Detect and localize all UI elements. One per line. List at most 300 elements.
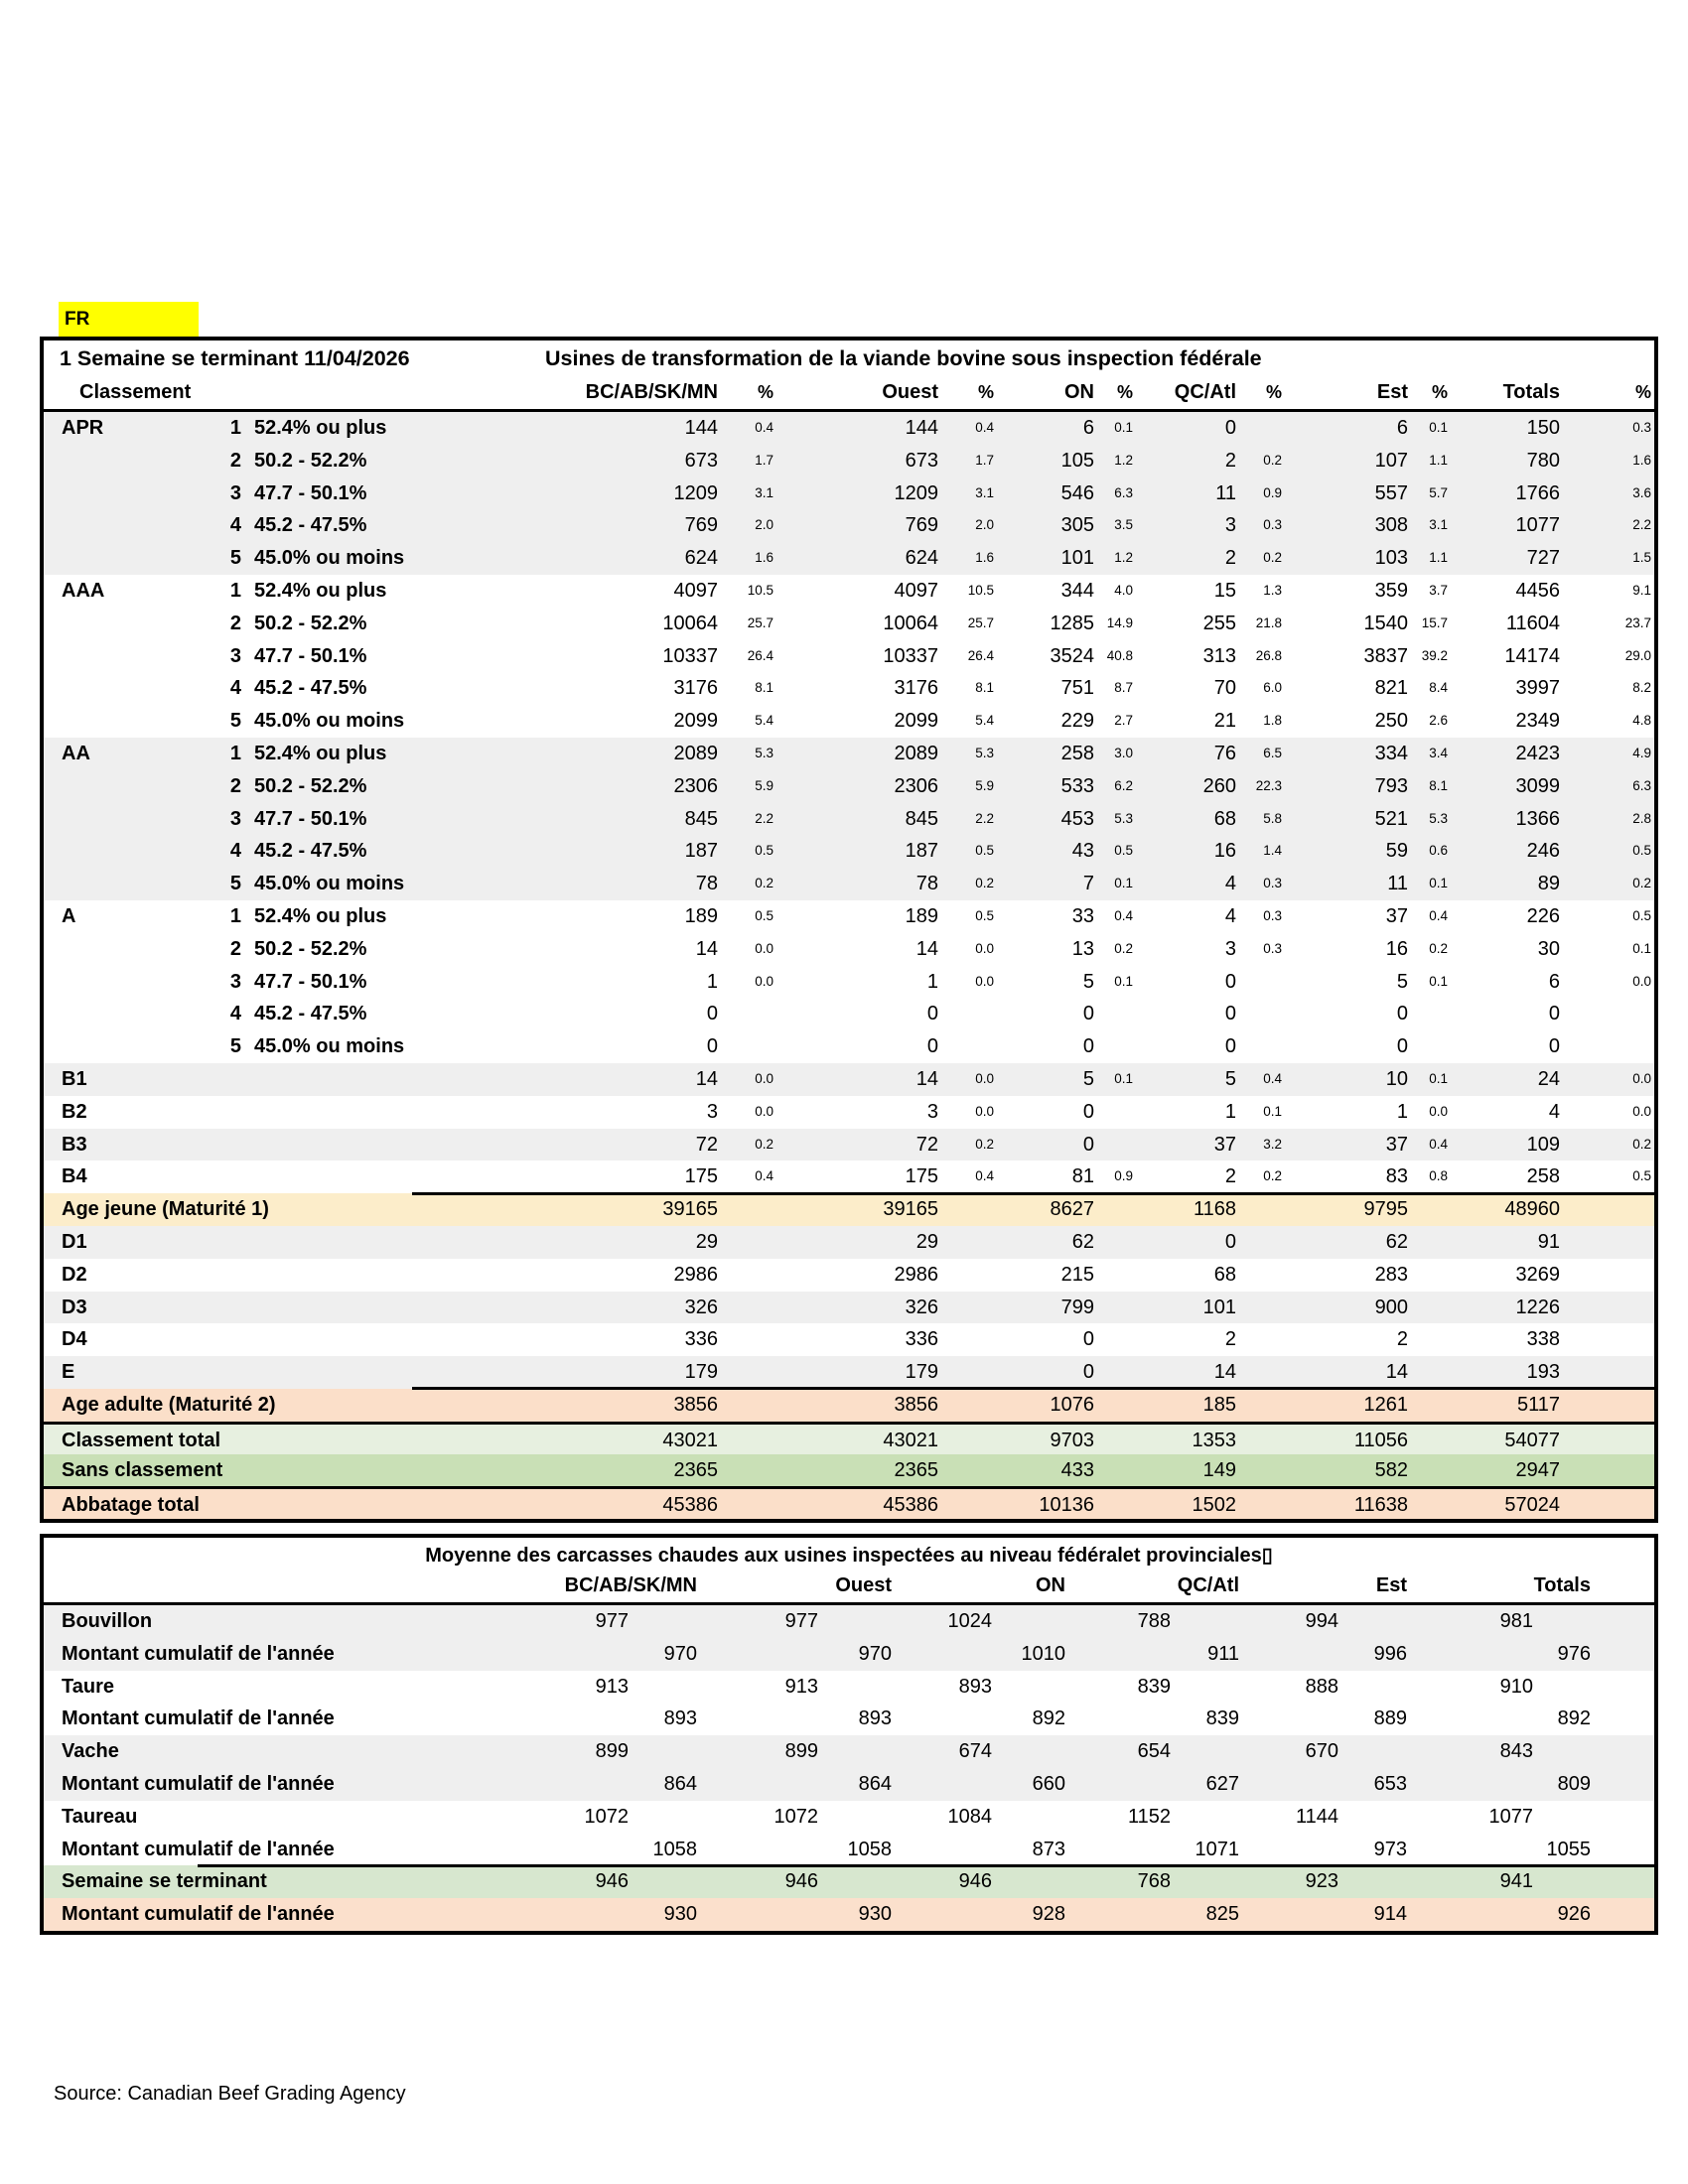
pct-cell: [724, 998, 776, 1030]
value-cell: 825: [1205, 1903, 1239, 1926]
pct-cell: 0.1: [1263, 1103, 1282, 1119]
pct-cell: [1414, 1259, 1451, 1292]
value-cell: 43021: [883, 1429, 938, 1451]
empty-cell: [1171, 1865, 1239, 1898]
value-cell: 83: [1385, 1165, 1408, 1188]
value-cell: 3176: [673, 677, 718, 700]
row-label: Montant cumulatif de l'année: [62, 1707, 335, 1730]
value-cell: 2423: [1515, 742, 1560, 764]
value-cell: 13: [1071, 937, 1094, 960]
grade-row: [44, 738, 1654, 770]
value-cell: 996: [1373, 1642, 1407, 1665]
value-cell: 326: [684, 1296, 718, 1318]
pct-cell: [1242, 1356, 1285, 1389]
value-cell: 48960: [1504, 1198, 1560, 1221]
pct-cell: 0.0: [1632, 973, 1651, 989]
pct-cell: [1414, 1193, 1451, 1226]
value-cell: 2: [1224, 1165, 1236, 1188]
pct-cell: 0.6: [1429, 843, 1448, 859]
value-cell: 326: [905, 1296, 938, 1318]
value-cell: 305: [1060, 514, 1094, 537]
value-cell: 16: [1385, 937, 1408, 960]
value-cell: 673: [684, 449, 718, 472]
yield-class-label: 1 52.4% ou plus: [229, 417, 387, 439]
value-cell: 941: [1499, 1870, 1533, 1893]
weekly-row: [44, 1735, 1654, 1768]
empty-cell: [992, 1735, 1065, 1768]
value-cell: 899: [595, 1740, 629, 1763]
value-cell: 6: [1396, 417, 1408, 439]
pct-cell: 22.3: [1255, 777, 1282, 793]
yield-class-label: 2 50.2 - 52.2%: [229, 774, 367, 797]
pct-cell: [1414, 1489, 1451, 1519]
pct-cell: 0.0: [755, 1070, 774, 1086]
pct-cell: [1100, 1489, 1136, 1519]
empty-cell: [992, 1865, 1065, 1898]
empty-cell: [1407, 1703, 1533, 1735]
empty-cell: [1338, 1865, 1407, 1898]
value-cell: 1077: [1515, 514, 1560, 537]
pct-cell: 0.2: [1263, 1168, 1282, 1184]
pct-cell: [1242, 1489, 1285, 1519]
pct-cell: [944, 1226, 997, 1259]
value-cell: 179: [905, 1361, 938, 1384]
pct-cell: 1.5: [1632, 550, 1651, 566]
value-cell: 1168: [1193, 1198, 1236, 1221]
value-cell: 10064: [883, 612, 938, 634]
empty-cell: [1533, 1605, 1654, 1638]
pct-cell: [1100, 1030, 1136, 1063]
percent-header: %: [1431, 382, 1448, 402]
empty-cell: [992, 1801, 1065, 1834]
value-cell: 889: [1373, 1707, 1407, 1730]
grade-row: [44, 1160, 1654, 1193]
value-cell: 2986: [673, 1263, 718, 1286]
pct-cell: 0.0: [975, 1103, 994, 1119]
pct-cell: [1566, 998, 1654, 1030]
summary-row: [44, 1356, 1654, 1389]
value-cell: 260: [1202, 774, 1236, 797]
pct-cell: 2.8: [1632, 810, 1651, 826]
pct-cell: 21.8: [1255, 614, 1282, 630]
pct-cell: 5.3: [1114, 810, 1133, 826]
value-cell: 1055: [1546, 1838, 1591, 1860]
value-cell: 4456: [1515, 579, 1560, 602]
empty-cell: [1171, 1605, 1239, 1638]
pct-cell: 2.0: [755, 517, 774, 533]
pct-cell: 1.7: [755, 452, 774, 468]
pct-cell: [1566, 1489, 1654, 1519]
table2-title: Moyenne des carcasses chaudes aux usines inspectées au niveau fédéralet provinciales▯: [425, 1545, 1273, 1567]
column-header-region: Ouest: [882, 381, 938, 403]
pct-cell: 8.1: [1429, 777, 1448, 793]
pct-cell: [1566, 1389, 1654, 1422]
row-label: Semaine se terminant: [62, 1870, 267, 1893]
value-cell: 150: [1526, 417, 1560, 439]
column-header-region: BC/AB/SK/MN: [585, 381, 718, 403]
value-cell: 557: [1374, 481, 1408, 504]
value-cell: 4097: [894, 579, 938, 602]
value-cell: 11056: [1353, 1429, 1408, 1451]
value-cell: 29: [915, 1230, 938, 1253]
value-cell: 892: [1557, 1707, 1591, 1730]
value-cell: 14174: [1504, 644, 1560, 667]
empty-cell: [892, 1638, 992, 1671]
empty-cell: [892, 1834, 992, 1866]
table2-header-row: [44, 1571, 1654, 1605]
grade-row: [44, 770, 1654, 803]
value-cell: 751: [1060, 677, 1094, 700]
empty-cell: [461, 1703, 629, 1735]
grade-row: [44, 835, 1654, 868]
value-cell: 911: [1207, 1642, 1239, 1665]
value-cell: 0: [926, 1035, 938, 1058]
pct-cell: 6.2: [1114, 777, 1133, 793]
pct-cell: 0.2: [1114, 940, 1133, 956]
grade-row: [44, 608, 1654, 640]
value-cell: 144: [684, 417, 718, 439]
empty-cell: [1065, 1898, 1171, 1931]
value-cell: 1058: [847, 1838, 892, 1860]
pct-cell: [724, 1323, 776, 1356]
value-cell: 839: [1137, 1675, 1171, 1698]
yield-class-label: [158, 1160, 426, 1193]
value-cell: 5: [1082, 1067, 1094, 1090]
value-cell: 3269: [1515, 1263, 1560, 1286]
pct-cell: 0.5: [1632, 1168, 1651, 1184]
grade-row: [44, 542, 1654, 575]
grade-label: [44, 835, 158, 868]
summary-row: [44, 1292, 1654, 1324]
pct-cell: 25.7: [747, 614, 774, 630]
grade-row: [44, 1096, 1654, 1129]
value-cell: 0: [706, 1035, 718, 1058]
percent-header: %: [1265, 382, 1282, 402]
pct-cell: 0.4: [1263, 1070, 1282, 1086]
pct-cell: 0.5: [975, 907, 994, 923]
value-cell: 914: [1373, 1903, 1407, 1926]
column-header-region: Totals: [1502, 381, 1560, 403]
value-cell: 973: [1373, 1838, 1407, 1860]
empty-cell: [1239, 1703, 1338, 1735]
value-cell: 2365: [673, 1458, 718, 1481]
value-cell: 226: [1526, 904, 1560, 927]
pct-cell: 1.4: [1263, 843, 1282, 859]
yield-class-label: 4 45.2 - 47.5%: [229, 677, 367, 700]
grade-label: [44, 868, 158, 900]
pct-cell: [1242, 1193, 1285, 1226]
pct-cell: 0.4: [975, 1168, 994, 1184]
summary-label: Age adulte (Maturité 2): [62, 1393, 276, 1416]
yield-class-label: 2 50.2 - 52.2%: [229, 612, 367, 634]
pct-cell: [1414, 1454, 1451, 1487]
pct-cell: 0.0: [975, 940, 994, 956]
column-header-region: ON: [1036, 1574, 1065, 1596]
pct-cell: 0.1: [1114, 876, 1133, 891]
value-cell: 1152: [1127, 1805, 1171, 1828]
pct-cell: 0.2: [1263, 550, 1282, 566]
pct-cell: 8.1: [755, 680, 774, 696]
pct-cell: 0.3: [1263, 907, 1282, 923]
pct-cell: [1100, 998, 1136, 1030]
column-header-region: Est: [1375, 1574, 1407, 1596]
empty-cell: [461, 1768, 629, 1801]
grade-row: [44, 672, 1654, 705]
value-cell: 1209: [894, 481, 938, 504]
value-cell: 670: [1305, 1740, 1338, 1763]
pct-cell: [1566, 1292, 1654, 1324]
empty-cell: [629, 1865, 697, 1898]
pct-cell: [1100, 1356, 1136, 1389]
grade-row: [44, 478, 1654, 510]
pct-cell: [1242, 412, 1285, 445]
grade-label: [44, 966, 158, 999]
pct-cell: 26.8: [1255, 647, 1282, 663]
empty-cell: [1407, 1898, 1533, 1931]
column-header-region: QC/Atl: [1177, 1574, 1239, 1596]
pct-cell: [1414, 1425, 1451, 1454]
grade-row: [44, 1129, 1654, 1161]
pct-cell: [944, 1259, 997, 1292]
pct-cell: 0.0: [975, 1070, 994, 1086]
grade-label: [44, 672, 158, 705]
value-cell: 3: [1224, 514, 1236, 537]
pct-cell: [1414, 1292, 1451, 1324]
row-label: Taure: [62, 1675, 114, 1698]
empty-cell: [629, 1735, 697, 1768]
value-cell: 215: [1060, 1263, 1094, 1286]
empty-cell: [892, 1703, 992, 1735]
column-header-region: QC/Atl: [1174, 381, 1236, 403]
value-cell: 187: [684, 840, 718, 863]
pct-cell: 0.5: [1114, 843, 1133, 859]
pct-cell: 25.7: [967, 614, 994, 630]
pct-cell: 0.3: [1632, 420, 1651, 435]
pct-cell: 40.8: [1106, 647, 1133, 663]
pct-cell: [944, 1489, 997, 1519]
row-label: Montant cumulatif de l'année: [62, 1642, 335, 1665]
grade-row: [44, 1030, 1654, 1063]
pct-cell: 1.1: [1429, 550, 1448, 566]
value-cell: 793: [1374, 774, 1408, 797]
source-note: Source: Canadian Beef Grading Agency: [54, 2083, 406, 2105]
value-cell: 845: [905, 807, 938, 830]
pct-cell: 6.0: [1263, 680, 1282, 696]
value-cell: 76: [1213, 742, 1236, 764]
value-cell: 582: [1374, 1458, 1408, 1481]
pct-cell: [724, 1489, 776, 1519]
grade-label: [44, 705, 158, 738]
summary-row: [44, 1259, 1654, 1292]
empty-cell: [818, 1865, 892, 1898]
value-cell: 2365: [894, 1458, 938, 1481]
pct-cell: 6.3: [1114, 484, 1133, 500]
pct-cell: [1100, 1096, 1136, 1129]
empty-cell: [992, 1671, 1065, 1704]
value-cell: 1: [1396, 1100, 1408, 1123]
value-cell: 9703: [1050, 1429, 1094, 1451]
pct-cell: 0.2: [975, 876, 994, 891]
value-cell: 29: [695, 1230, 718, 1253]
value-cell: 149: [1202, 1458, 1236, 1481]
empty-cell: [697, 1638, 818, 1671]
grade-label: [44, 998, 158, 1030]
pct-cell: [724, 1292, 776, 1324]
pct-cell: [1566, 1259, 1654, 1292]
value-cell: 14: [915, 1067, 938, 1090]
value-cell: 2986: [894, 1263, 938, 1286]
value-cell: 5117: [1516, 1393, 1560, 1416]
value-cell: 0: [1082, 1328, 1094, 1351]
row-label: Bouvillon: [62, 1610, 153, 1632]
column-header-classement: Classement: [79, 381, 192, 403]
value-cell: 0: [1396, 1003, 1408, 1025]
empty-cell: [1239, 1898, 1338, 1931]
value-cell: 1084: [947, 1805, 992, 1828]
empty-cell: [1171, 1735, 1239, 1768]
summary-row: [44, 1486, 1654, 1519]
value-cell: 946: [958, 1870, 992, 1893]
value-cell: 68: [1213, 807, 1236, 830]
column-header-region: Est: [1376, 381, 1408, 403]
pct-cell: 1.6: [1632, 452, 1651, 468]
value-cell: 334: [1374, 742, 1408, 764]
value-cell: 4097: [673, 579, 718, 602]
value-cell: 9795: [1363, 1198, 1408, 1221]
empty-cell: [1533, 1671, 1654, 1704]
pct-cell: 0.3: [1263, 876, 1282, 891]
pct-cell: 26.4: [747, 647, 774, 663]
yield-class-label: 2 50.2 - 52.2%: [229, 937, 367, 960]
pct-cell: 0.5: [1632, 907, 1651, 923]
weekly-row: [44, 1671, 1654, 1704]
value-cell: 627: [1205, 1772, 1239, 1795]
pct-cell: [1566, 1193, 1654, 1226]
value-cell: 338: [1526, 1328, 1560, 1351]
pct-cell: 0.2: [975, 1136, 994, 1152]
summary-label: E: [62, 1361, 75, 1384]
empty-cell: [697, 1834, 818, 1866]
value-cell: 893: [858, 1707, 892, 1730]
value-cell: 193: [1526, 1361, 1560, 1384]
value-cell: 7: [1082, 873, 1094, 895]
percent-header: %: [1116, 382, 1133, 402]
pct-cell: [724, 1259, 776, 1292]
value-cell: 45386: [883, 1494, 938, 1517]
pct-cell: 3.0: [1114, 745, 1133, 760]
value-cell: 54077: [1504, 1429, 1560, 1451]
pct-cell: [944, 1030, 997, 1063]
pct-cell: 26.4: [967, 647, 994, 663]
empty-cell: [818, 1801, 892, 1834]
pct-cell: 0.5: [975, 843, 994, 859]
pct-cell: 0.4: [1429, 1136, 1448, 1152]
pct-cell: 3.1: [755, 484, 774, 500]
carcass-weight-table: [40, 1534, 1658, 1935]
value-cell: 11638: [1353, 1494, 1408, 1517]
value-cell: 3: [1224, 937, 1236, 960]
pct-cell: [1414, 998, 1451, 1030]
table1-title-row: [44, 341, 1654, 376]
pct-cell: 2.2: [1632, 517, 1651, 533]
summary-label: Age jeune (Maturité 1): [62, 1198, 269, 1221]
value-cell: 107: [1374, 449, 1408, 472]
value-cell: 674: [958, 1740, 992, 1763]
empty-cell: [629, 1801, 697, 1834]
yield-class-label: 4 45.2 - 47.5%: [229, 514, 367, 537]
value-cell: 283: [1374, 1263, 1408, 1286]
value-cell: 4: [1548, 1100, 1560, 1123]
pct-cell: 14.9: [1106, 614, 1133, 630]
empty-cell: [1533, 1801, 1654, 1834]
value-cell: 43021: [662, 1429, 718, 1451]
value-cell: 780: [1526, 449, 1560, 472]
empty-cell: [697, 1898, 818, 1931]
pct-cell: 0.1: [1114, 1070, 1133, 1086]
language-tag: FR: [59, 302, 199, 337]
value-cell: 62: [1385, 1230, 1408, 1253]
value-cell: 246: [1526, 840, 1560, 863]
yield-class-label: [158, 1063, 426, 1096]
pct-cell: 2.2: [755, 810, 774, 826]
grade-label: APR: [62, 417, 104, 439]
pct-cell: 39.2: [1421, 647, 1448, 663]
value-cell: 1226: [1515, 1296, 1560, 1318]
value-cell: 1: [926, 970, 938, 993]
pct-cell: [944, 1323, 997, 1356]
value-cell: 928: [1032, 1903, 1065, 1926]
value-cell: 727: [1526, 547, 1560, 570]
pct-cell: 6.3: [1632, 777, 1651, 793]
value-cell: 0: [926, 1003, 938, 1025]
value-cell: 1072: [584, 1805, 629, 1828]
value-cell: 3: [706, 1100, 718, 1123]
value-cell: 994: [1305, 1610, 1338, 1632]
pct-cell: 1.2: [1114, 452, 1133, 468]
value-cell: 913: [784, 1675, 818, 1698]
pct-cell: 8.7: [1114, 680, 1133, 696]
value-cell: 2306: [894, 774, 938, 797]
value-cell: 37: [1385, 904, 1408, 927]
pct-cell: [724, 1454, 776, 1487]
pct-cell: 5.9: [755, 777, 774, 793]
pct-cell: 0.5: [755, 843, 774, 859]
value-cell: 89: [1537, 873, 1560, 895]
value-cell: 16: [1213, 840, 1236, 863]
value-cell: 144: [905, 417, 938, 439]
pct-cell: 8.1: [975, 680, 994, 696]
pct-cell: 3.7: [1429, 582, 1448, 598]
yield-class-label: 1 52.4% ou plus: [229, 904, 387, 927]
value-cell: 39165: [662, 1198, 718, 1221]
value-cell: 864: [858, 1772, 892, 1795]
weekly-row: [44, 1801, 1654, 1834]
value-cell: 843: [1499, 1740, 1533, 1763]
value-cell: 10136: [1039, 1494, 1094, 1517]
pct-cell: 1.8: [1263, 713, 1282, 729]
empty-cell: [1065, 1768, 1171, 1801]
percent-header: %: [977, 382, 994, 402]
week-ending-label: 1 Semaine se terminant 11/04/2026: [60, 346, 410, 370]
grade-row: [44, 640, 1654, 673]
empty-cell: [1239, 1768, 1338, 1801]
summary-row: [44, 1389, 1654, 1422]
value-cell: 11: [1215, 481, 1236, 504]
pct-cell: 6.5: [1263, 745, 1282, 760]
yield-class-label: 5 45.0% ou moins: [229, 710, 405, 733]
pct-cell: 3.2: [1263, 1136, 1282, 1152]
value-cell: 313: [1202, 644, 1236, 667]
